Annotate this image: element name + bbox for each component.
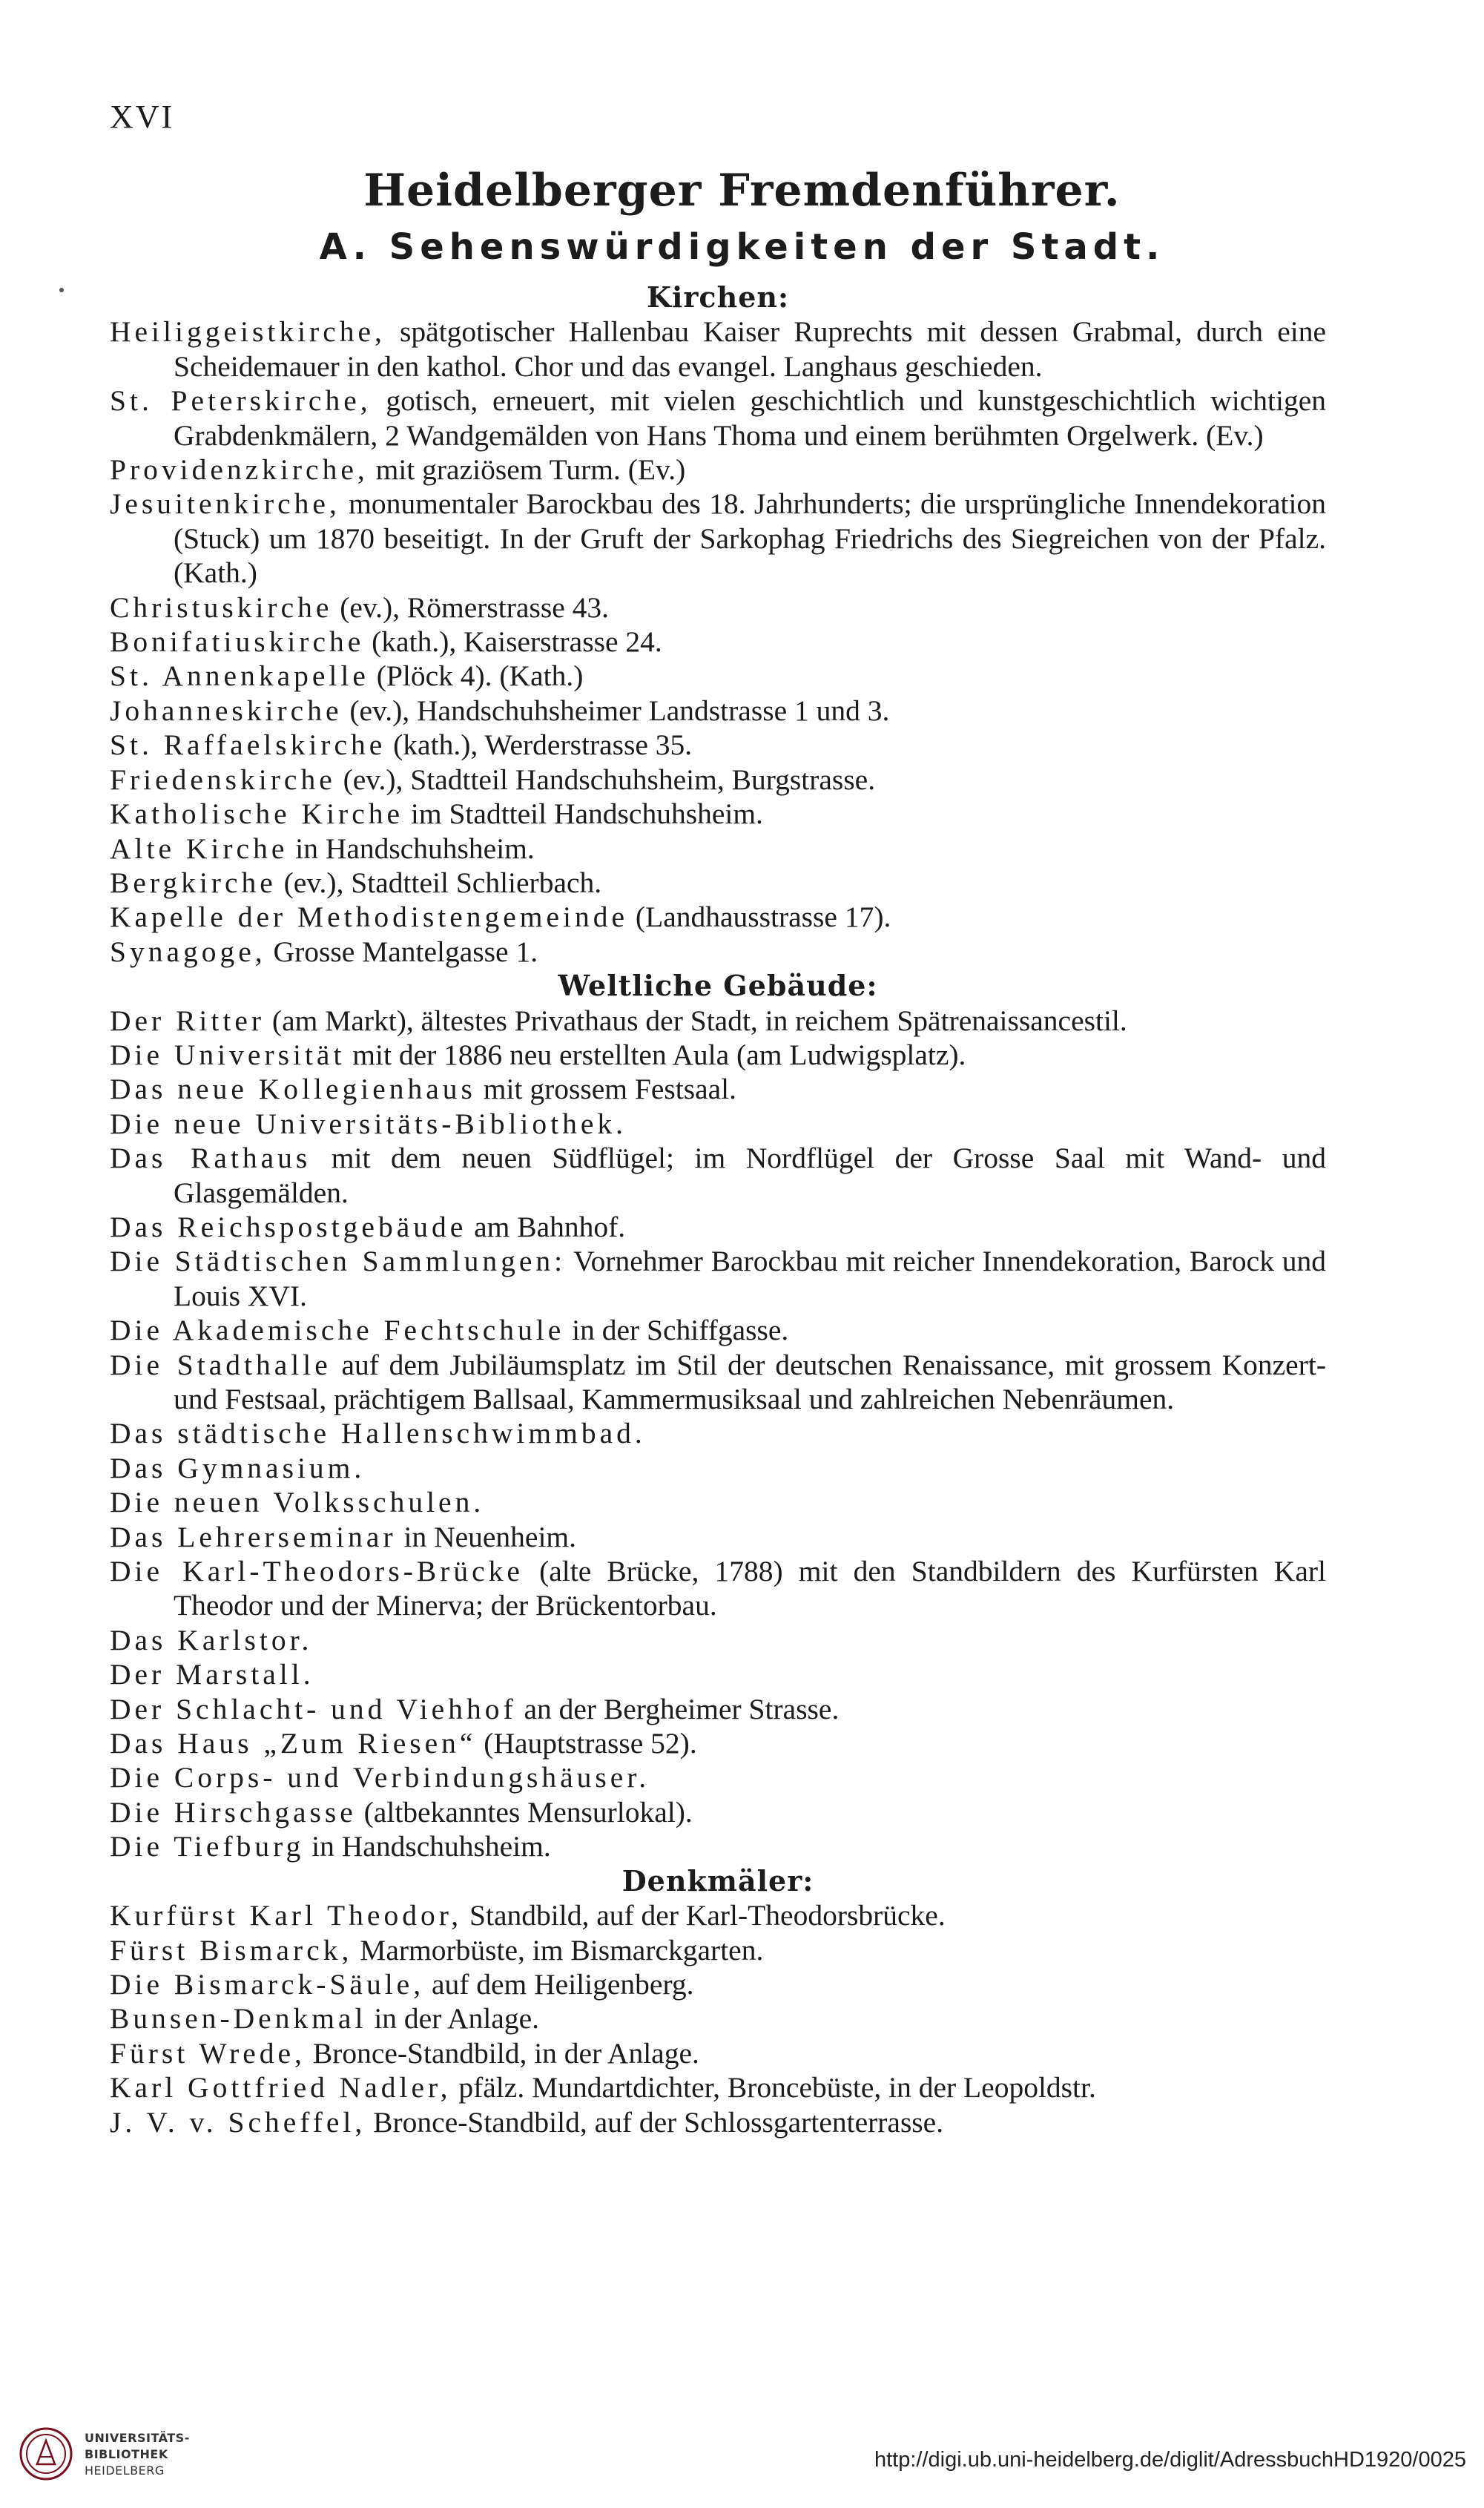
entry-name: Fürst Wrede, [110, 2036, 306, 2070]
entry-name: Die Städtischen Sammlungen: [110, 1245, 567, 1278]
entry-name: Die Akademische Fechtschule [110, 1314, 565, 1347]
listing-entry [110, 1313, 1326, 1347]
listing-entry [110, 935, 1326, 969]
logo-line-1: UNIVERSITÄTS- [85, 2431, 190, 2445]
entry-name: Die neuen Volksschulen. [110, 1486, 485, 1519]
entry-description: gotisch, erneuert, mit vielen geschichtlich und kunstgeschichtlich wichtigen Grabdenkmälern, 2 Wandgemälden von Hans Thoma und einem berühmten Orgelwerk. (Ev.) [174, 384, 1327, 452]
listing-entry [110, 832, 1326, 866]
listing-entry [110, 763, 1326, 797]
entry-name: Die Universität [110, 1038, 346, 1071]
entry-name: Katholische Kirche [110, 797, 404, 831]
document-body [110, 280, 1326, 2139]
listing-entry [110, 1038, 1326, 1072]
entry-name: St. Annenkapelle [110, 659, 369, 693]
entry-description: im Stadtteil Handschuhsheim. [403, 797, 763, 831]
entry-name: Der Ritter [110, 1004, 266, 1037]
listing-entry [110, 452, 1326, 487]
scan-speck [59, 288, 64, 292]
entry-name: Das Haus „Zum Riesen“ [110, 1727, 477, 1760]
entry-description: (ev.), Handschuhsheimer Landstrasse 1 und 3. [342, 694, 890, 727]
entry-name: Das Rathaus [110, 1142, 311, 1175]
listing-entry [110, 1210, 1326, 1244]
listing-entry [110, 1107, 1326, 1141]
entry-description: in der Anlage. [366, 2002, 539, 2035]
entry-description: Standbild, auf der Karl-Theodorsbrücke. [462, 1899, 946, 1932]
listing-entry [110, 1760, 1326, 1794]
listing-entry [110, 1829, 1326, 1863]
entry-name: Kapelle der Methodistengemeinde [110, 901, 629, 934]
section-heading: Kirchen: [646, 280, 790, 314]
entry-description: Marmorbüste, im Bismarckgarten. [352, 1933, 764, 1966]
entry-description: mit grossem Festsaal. [475, 1073, 737, 1106]
entry-description: auf dem Heiligenberg. [424, 1967, 694, 2001]
section-heading: Denkmäler: [621, 1863, 814, 1898]
entry-name: Das Karlstor. [110, 1623, 313, 1656]
source-url[interactable]: http://digi.ub.uni-heidelberg.de/diglit/AdressbuchHD1920/0025 [874, 2448, 1466, 2472]
entry-description: (Landhausstrasse 17). [628, 901, 891, 934]
entry-name: Alte Kirche [110, 832, 288, 865]
listing-entry [110, 1416, 1326, 1450]
library-seal-icon [16, 2424, 76, 2484]
listing-entry [110, 315, 1326, 384]
listing-entry [110, 487, 1326, 590]
entry-name: Der Marstall. [110, 1658, 314, 1691]
entry-description: Vornehmer Barockbau mit reicher Innendekoration, Barock und Louis XVI. [174, 1245, 1326, 1312]
listing-entry [110, 2001, 1326, 2035]
entry-name: J. V. v. Scheffel, [110, 2105, 366, 2139]
entry-description: (ev.), Stadtteil Handschuhsheim, Burgstrasse. [335, 763, 876, 796]
listing-entry [110, 1485, 1326, 1519]
entry-description: in der Schiffgasse. [564, 1314, 789, 1347]
listing-entry [110, 1623, 1326, 1657]
listing-entry [110, 1898, 1326, 1932]
entry-name: Die Corps- und Verbindungshäuser. [110, 1761, 650, 1794]
library-logo [16, 2424, 202, 2491]
entry-description: am Bahnhof. [466, 1210, 626, 1243]
listing-entry [110, 1692, 1326, 1726]
entry-name: Die neue Universitäts-Bibliothek. [110, 1107, 627, 1140]
listing-entry [110, 1451, 1326, 1485]
listing-entry [110, 1244, 1326, 1313]
entry-description: (altbekanntes Mensurlokal). [356, 1795, 693, 1829]
entry-name: Die Bismarck-Säule, [110, 1967, 425, 2001]
entry-description: in Handschuhsheim. [304, 1830, 551, 1863]
entry-description: in Handschuhsheim. [288, 832, 535, 865]
listing-entry [110, 1004, 1326, 1038]
listing-entry [110, 2070, 1326, 2104]
entry-description: (ev.), Römerstrasse 43. [332, 590, 609, 624]
entry-description: auf dem Jubiläumsplatz im Stil der deutschen Renaissance, mit grossem Konzert- und Festsaal, prächtigem Ballsaal, Kammermusiksaal und zahlreichen Nebenräumen. [174, 1348, 1326, 1415]
listing-entry [110, 1657, 1326, 1691]
listing-entry [110, 728, 1326, 762]
entry-name: Friedenskirche [110, 763, 336, 796]
entry-name: Providenzkirche, [110, 453, 369, 487]
entry-name: Die Karl-Theodors-Brücke [110, 1555, 524, 1588]
logo-line-3: HEIDELBERG [85, 2463, 165, 2478]
section-heading: Weltliche Gebäude: [558, 969, 878, 1003]
entry-name: Das Reichspostgebäude [110, 1210, 467, 1243]
entry-description: mit dem neuen Südflügel; im Nordflügel der Grosse Saal mit Wand- und Glasgemälden. [174, 1142, 1326, 1209]
entry-name: Das neue Kollegienhaus [110, 1073, 476, 1106]
entry-description: Bronce-Standbild, in der Anlage. [305, 2036, 699, 2070]
entry-name: Bunsen-Denkmal [110, 2002, 367, 2035]
listing-entry [110, 900, 1326, 934]
page-title: Heidelberger Fremdenführer. [363, 165, 1121, 217]
entry-description: in Neuenheim. [396, 1520, 577, 1553]
entry-name: Der Schlacht- und Viehhof [110, 1692, 517, 1725]
listing-entry [110, 1520, 1326, 1554]
entry-name: Synagoge, [110, 935, 266, 968]
logo-line-2: BIBLIOTHEK [85, 2447, 168, 2461]
entry-name: Christuskirche [110, 590, 333, 624]
entry-description: (kath.), Kaiserstrasse 24. [364, 625, 662, 659]
entry-description: pfälz. Mundartdichter, Broncebüste, in der Leopoldstr. [451, 2071, 1096, 2104]
entry-name: Kurfürst Karl Theodor, [110, 1899, 463, 1932]
listing-entry [110, 590, 1326, 625]
entry-name: Die Tiefburg [110, 1830, 305, 1863]
entry-name: Johanneskirche [110, 694, 343, 727]
listing-entry [110, 2036, 1326, 2070]
entry-name: St. Raffaelskirche [110, 728, 386, 762]
listing-entry [110, 384, 1326, 452]
listing-entry [110, 1141, 1326, 1210]
listing-entry [110, 797, 1326, 831]
entry-name: Bergkirche [110, 866, 277, 899]
listing-entry [110, 2105, 1326, 2139]
listing-entry [110, 659, 1326, 693]
entry-description: an der Bergheimer Strasse. [516, 1692, 840, 1725]
listing-entry [110, 694, 1326, 728]
entry-name: Das städtische Hallenschwimmbad. [110, 1417, 646, 1450]
entry-name: Heiliggeistkirche, [110, 315, 386, 349]
listing-entry [110, 1795, 1326, 1829]
entry-description: (ev.), Stadtteil Schlierbach. [276, 866, 602, 899]
entry-name: Die Hirschgasse [110, 1795, 357, 1829]
section-title: A. Sehenswürdigkeiten der Stadt. [319, 226, 1165, 268]
entry-description: monumentaler Barockbau des 18. Jahrhunderts; die ursprüngliche Innendekoration (Stuck) um 1870 beseitigt. In der Gruft der Sarkophag Friedrichs des Siegreichen von der Pfalz. (Kath.) [174, 487, 1326, 590]
entry-description: (Hauptstrasse 52). [476, 1727, 697, 1760]
listing-entry [110, 1933, 1326, 1967]
page-number: XVI [110, 99, 175, 135]
entry-description: (Plöck 4). (Kath.) [369, 659, 584, 693]
entry-name: Karl Gottfried Nadler, [110, 2071, 452, 2104]
listing-entry [110, 1726, 1326, 1760]
listing-entry [110, 1554, 1326, 1623]
entry-name: Das Gymnasium. [110, 1451, 366, 1484]
entry-description: spätgotischer Hallenbau Kaiser Ruprechts mit dessen Grabmal, durch eine Scheidemauer in den kathol. Chor und das evangel. Langhaus geschieden. [174, 315, 1326, 383]
entry-description: (kath.), Werderstrasse 35. [386, 728, 693, 762]
entry-description: Bronce-Standbild, auf der Schlossgartenterrasse. [366, 2105, 944, 2139]
listing-entry [110, 866, 1326, 900]
entry-description: mit graziösem Turm. (Ev.) [368, 453, 686, 487]
entry-description: Grosse Mantelgasse 1. [266, 935, 538, 968]
entry-name: St. Peterskirche, [110, 384, 372, 418]
entry-name: Fürst Bismarck, [110, 1933, 353, 1966]
listing-entry [110, 1967, 1326, 2001]
entry-description: mit der 1886 neu erstellten Aula (am Ludwigsplatz). [345, 1038, 966, 1071]
listing-entry [110, 1072, 1326, 1106]
entry-description: (am Markt), ältestes Privathaus der Stadt, in reichem Spätrenaissancestil. [265, 1004, 1127, 1037]
entry-name: Bonifatiuskirche [110, 625, 365, 659]
listing-entry [110, 625, 1326, 659]
entry-name: Das Lehrerseminar [110, 1520, 397, 1553]
entry-name: Jesuitenkirche, [110, 487, 340, 521]
listing-entry [110, 1348, 1326, 1417]
entry-description: (alte Brücke, 1788) mit den Standbildern des Kurfürsten Karl Theodor und der Minerva; der Brückentorbau. [174, 1555, 1326, 1622]
entry-name: Die Stadthalle [110, 1348, 332, 1381]
